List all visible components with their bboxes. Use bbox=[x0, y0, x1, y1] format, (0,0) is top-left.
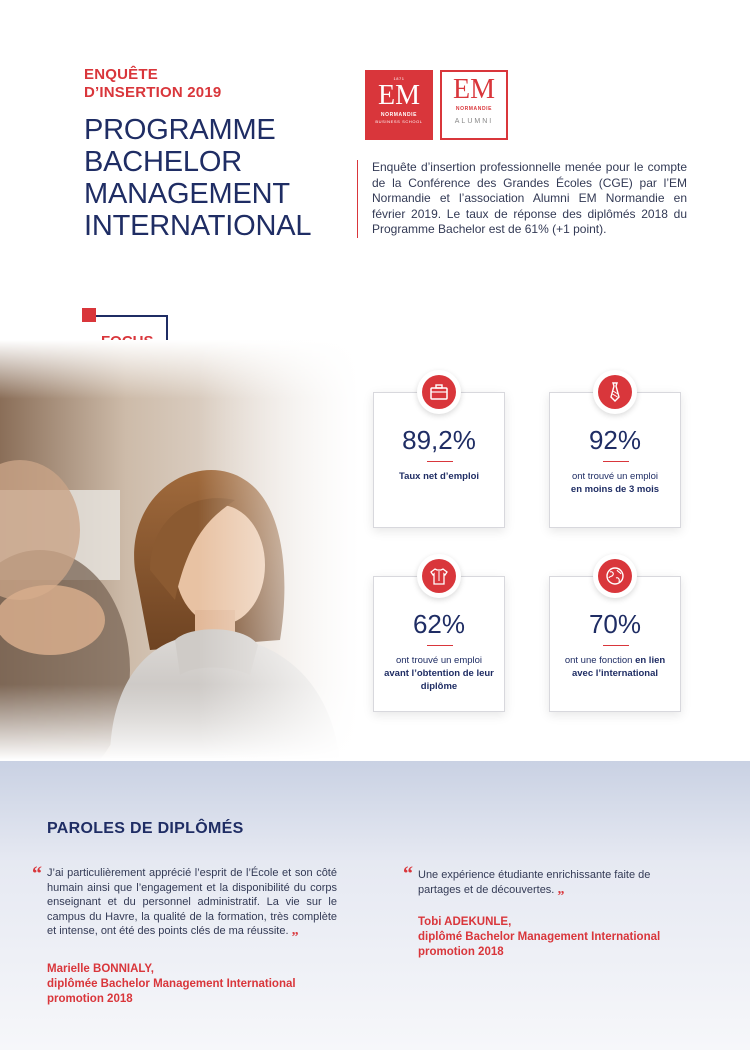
logo-name: NORMANDIE bbox=[380, 112, 418, 118]
author-role: diplômé Bachelor Management International bbox=[418, 931, 661, 943]
stat-label bbox=[382, 470, 496, 483]
testimonials-heading: PAROLES DE DIPLÔMÉS bbox=[47, 820, 244, 837]
stat-value: 62% bbox=[412, 609, 466, 639]
stat-label-normal: ont trouvé un emploi bbox=[571, 471, 659, 482]
author-promo: promotion 2018 bbox=[418, 946, 504, 958]
author-promo: promotion 2018 bbox=[47, 993, 133, 1005]
stat-label bbox=[558, 654, 672, 680]
stat-label-bold: avant l’obtention de leur diplôme bbox=[384, 668, 494, 692]
stat-label-bold: Taux net d’emploi bbox=[398, 471, 480, 482]
stat-divider bbox=[603, 461, 629, 462]
testimonial-text: Une expérience étudiante enrichissante faite de partages et de découvertes. bbox=[418, 869, 651, 896]
stat-label-normal: ont trouvé un emploi bbox=[395, 655, 483, 666]
stat-label-bold: en lien avec l’international bbox=[571, 655, 666, 679]
testimonial-quote bbox=[47, 866, 337, 939]
title-line: PROGRAMME bbox=[84, 114, 276, 146]
open-quote-icon: “ bbox=[403, 863, 413, 885]
stat-divider bbox=[427, 461, 453, 462]
open-quote-icon: “ bbox=[32, 863, 42, 885]
globe-icon bbox=[593, 554, 637, 598]
title-line: MANAGEMENT bbox=[84, 178, 290, 210]
stat-value: 92% bbox=[588, 425, 642, 455]
em-normandie-logo bbox=[365, 70, 433, 140]
em-normandie-alumni-logo bbox=[440, 70, 508, 140]
logo-name: NORMANDIE bbox=[455, 106, 493, 112]
testimonial-text: J’ai particulièrement apprécié l’esprit de l’École et son côté humain ainsi que l’engagement et la disponibilité du corps enseignant et du personnel administratif. La vie sur le campus du Havre, la qualité de la formation, très complète et intense, ont été des points clés de ma réussite. bbox=[47, 867, 337, 937]
focus-accent-square bbox=[82, 308, 96, 322]
stat-divider bbox=[427, 645, 453, 646]
tie-icon bbox=[593, 370, 637, 414]
title-line: INTERNATIONAL bbox=[84, 210, 312, 242]
graduate-photo bbox=[0, 340, 360, 760]
stat-label-normal: ont une fonction bbox=[564, 655, 633, 666]
testimonial-author bbox=[47, 962, 347, 1007]
logo-mark: EM bbox=[378, 80, 420, 111]
diploma-shirt-icon bbox=[417, 554, 461, 598]
stat-label bbox=[558, 470, 672, 496]
testimonial-author bbox=[418, 915, 718, 960]
stat-value: 89,2% bbox=[402, 425, 476, 455]
graduate-photo-illustration bbox=[0, 340, 360, 760]
stat-label-bold: en moins de 3 mois bbox=[570, 484, 660, 495]
author-name: Tobi ADEKUNLE, bbox=[418, 916, 512, 928]
title-line: BACHELOR bbox=[84, 146, 242, 178]
author-name: Marielle BONNIALY, bbox=[47, 963, 154, 975]
stat-value: 70% bbox=[588, 609, 642, 639]
logo-year: 1871 bbox=[393, 76, 405, 81]
testimonial-quote bbox=[418, 868, 688, 897]
briefcase-icon bbox=[417, 370, 461, 414]
logo-tagline: BUSINESS SCHOOL bbox=[375, 119, 423, 124]
close-quote-icon: „ bbox=[291, 923, 299, 938]
kicker-line-2: D’INSERTION 2019 bbox=[84, 84, 222, 101]
intro-paragraph: Enquête d’insertion professionnelle menée pour le compte de la Conférence des Grandes Écoles (CGE) par l’EM Normandie et l’association Alumni EM Normandie en février 2019. Le taux de réponse des diplômés 2018 du Programme Bachelor est de 61% (+1 point). bbox=[357, 160, 687, 238]
author-role: diplômée Bachelor Management International bbox=[47, 978, 296, 990]
stat-divider bbox=[603, 645, 629, 646]
logo-tagline: ALUMNI bbox=[454, 118, 494, 125]
kicker-line-1: ENQUÊTE bbox=[84, 66, 158, 83]
logo-mark: EM bbox=[453, 74, 495, 105]
stat-label bbox=[382, 654, 496, 693]
survey-kicker bbox=[84, 66, 221, 102]
program-title bbox=[84, 114, 311, 242]
close-quote-icon: „ bbox=[557, 881, 565, 897]
